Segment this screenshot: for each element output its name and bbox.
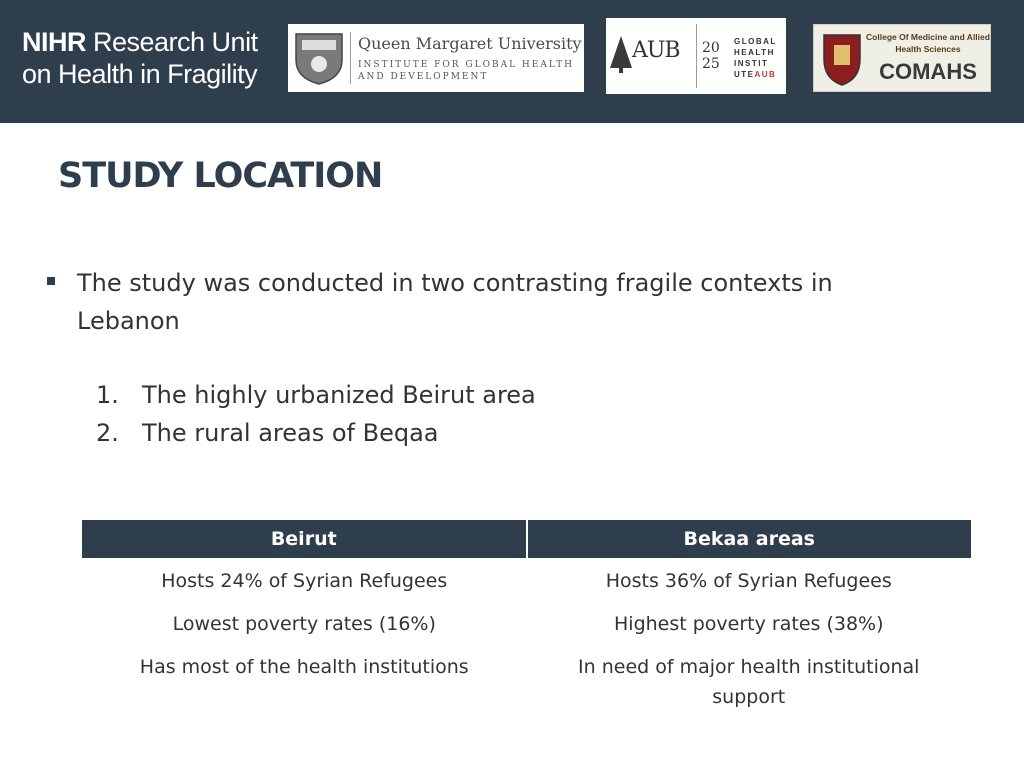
ghi-wordmark	[734, 36, 777, 80]
nihr-bold: NIHR	[22, 27, 86, 57]
bullet-text: The study was conducted in two contrasting fragile contexts in Lebanon	[77, 269, 833, 335]
ghi-line4-b: AUB	[754, 70, 777, 79]
ghi-line4	[734, 69, 777, 80]
ghi-line4-a: UTE	[734, 70, 755, 79]
nihr-line1: Research Unit	[86, 27, 258, 57]
square-bullet-icon	[47, 277, 55, 285]
table-row	[82, 558, 971, 601]
table-cell: In need of major health institutional support	[578, 656, 920, 708]
qmu-crest-icon	[292, 30, 346, 86]
qmu-logo	[288, 24, 584, 92]
ghi-line3: INSTIT	[734, 59, 769, 68]
table-row	[82, 601, 971, 644]
ghi-line2: HEALTH	[734, 48, 775, 57]
list-text: The highly urbanized Beirut area	[142, 381, 536, 409]
column-header-bekaa: Bekaa areas	[527, 520, 972, 558]
comahs-logo	[813, 24, 991, 92]
list-item	[96, 414, 536, 452]
qmu-name: Queen Margaret University	[358, 34, 582, 53]
ghi-line1: GLOBAL	[734, 37, 777, 46]
aub-year-bottom: 25	[702, 56, 720, 72]
table-row	[82, 644, 971, 717]
comahs-crest-icon	[820, 29, 864, 87]
comparison-table	[82, 520, 971, 717]
numbered-list	[96, 376, 536, 452]
qmu-subtitle: INSTITUTE FOR GLOBAL HEALTH AND DEVELOPMENT	[358, 60, 574, 82]
list-item	[96, 376, 536, 414]
aub-year-top: 20	[702, 40, 720, 56]
column-header-beirut: Beirut	[82, 520, 527, 558]
table-cell: Has most of the health institutions	[139, 656, 469, 678]
list-number: 2.	[96, 419, 119, 447]
aub-ghi-logo	[606, 18, 786, 94]
nihr-line2: on Health in Fragility	[22, 59, 258, 89]
aub-year	[702, 40, 720, 72]
comahs-title: College Of Medicine and Allied Health Sciences	[866, 32, 990, 54]
table-cell: Hosts 24% of Syrian Refugees	[161, 570, 448, 592]
page-title: STUDY LOCATION	[58, 156, 383, 196]
table-cell: Lowest poverty rates (16%)	[172, 613, 436, 635]
table-cell: Hosts 36% of Syrian Refugees	[605, 570, 892, 592]
table-cell: Highest poverty rates (38%)	[614, 613, 884, 635]
table-header-row	[82, 520, 971, 558]
nihr-wordmark	[22, 26, 258, 90]
list-text: The rural areas of Beqaa	[142, 419, 439, 447]
slide-header	[0, 0, 1024, 123]
aub-divider	[696, 24, 697, 88]
comahs-name: COMAHS	[879, 59, 977, 84]
qmu-divider	[350, 32, 351, 84]
aub-text: AUB	[632, 38, 680, 63]
cedar-tree-icon	[608, 34, 634, 74]
list-number: 1.	[96, 381, 119, 409]
